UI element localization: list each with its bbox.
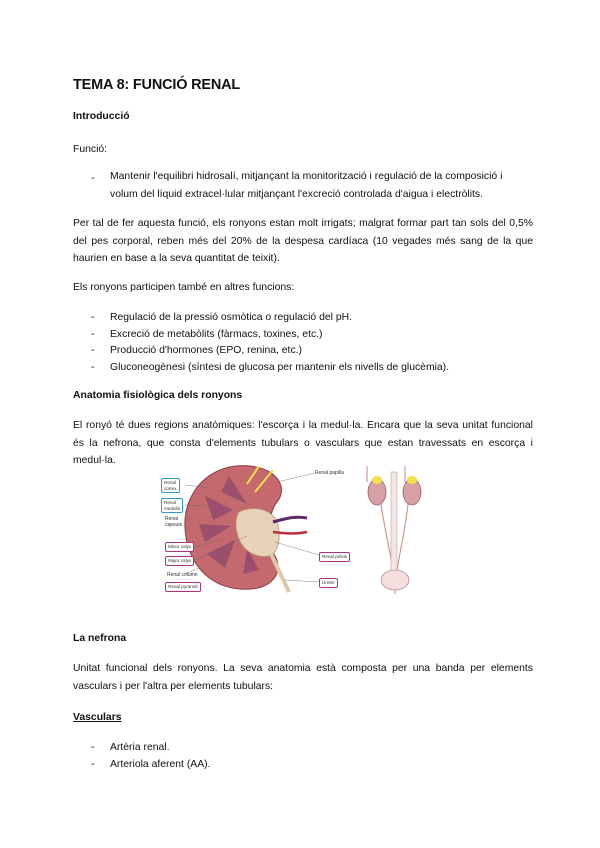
intro-paragraph-1: Per tal de fer aquesta funció, els ronyons estan molt irrigats; malgrat formar part tan sols del 0,5% del pes corporal, reben més del 20% de la despesa cardíaca (10 vegades més sang de la que haurien en base a la seva quantitat de teixit). (73, 218, 533, 265)
anatomy-paragraph: El ronyó té dues regions anatòmiques: l'escorça i la medul·la. Encara que la seva unitat funcional és la nefrona, que consta d'elements tubulars o vasculars que estan travessats en escorça i medul·la. (73, 420, 533, 467)
bullet-dash: - (91, 329, 95, 340)
label-major-calyx: Major calyx (165, 556, 194, 566)
nephron-heading: La nefrona (73, 633, 127, 644)
other-function-item: Regulació de la pressió osmòtica o regulació del pH. (110, 312, 353, 323)
kidney-figure (155, 462, 460, 594)
label-renal-papilla: Renal papilla (315, 470, 344, 476)
anatomy-heading: Anatomia fisiològica dels ronyons (73, 390, 243, 401)
function-bullet-text: Mantenir l'equilibri hidrosalí, mitjançant la monitorització i regulació de la composició i volum del líquid extracel·lular mitjançant l'excreció controlada d'aigua i electròlits. (110, 171, 503, 200)
bullet-dash: - (91, 173, 95, 184)
label-renal-medulla: Renal medulla (161, 498, 183, 513)
page-title: TEMA 8: FUNCIÓ RENAL (73, 77, 241, 93)
label-ureter: Ureter (319, 578, 338, 588)
renal-vein-shape (273, 517, 307, 522)
other-function-item: Producció d'hormones (EPO, renina, etc.) (110, 345, 302, 356)
bullet-dash: - (91, 759, 95, 770)
intro-paragraph-2: Els ronyons participen també en altres funcions: (73, 282, 295, 293)
urinary-system-diagram (367, 466, 421, 594)
bullet-dash: - (91, 312, 95, 323)
vascular-item: Artèria renal. (110, 742, 170, 753)
vascular-heading: Vasculars (73, 712, 122, 723)
renal-artery-shape (273, 532, 307, 534)
other-function-item: Gluconeogènesi (síntesi de glucosa per mantenir els nivells de glucèmia). (110, 362, 450, 373)
label-renal-capsule: Renal capsule (165, 516, 183, 528)
label-renal-pelvis: Renal pelvis (319, 552, 350, 562)
function-label: Funció: (73, 144, 108, 155)
kidney-illustration (155, 462, 460, 594)
bullet-dash: - (91, 742, 95, 753)
vascular-item: Arteriola aferent (AA). (110, 759, 211, 770)
label-renal-pyramid: Renal pyramid (165, 582, 201, 592)
other-function-item: Excreció de metabòlits (fàrmacs, toxines, etc.) (110, 329, 323, 340)
label-minor-calyx: Minor calyx (165, 542, 194, 552)
bullet-dash: - (91, 362, 95, 373)
nephron-paragraph: Unitat funcional dels ronyons. La seva anatomia està composta per una banda per elements vasculars i per l'altra per elements tubulars: (73, 663, 533, 692)
bullet-dash: - (91, 345, 95, 356)
label-renal-column: Renal column (167, 572, 198, 578)
label-renal-cortex: Renal cortex (161, 478, 180, 493)
intro-heading: Introducció (73, 111, 130, 122)
